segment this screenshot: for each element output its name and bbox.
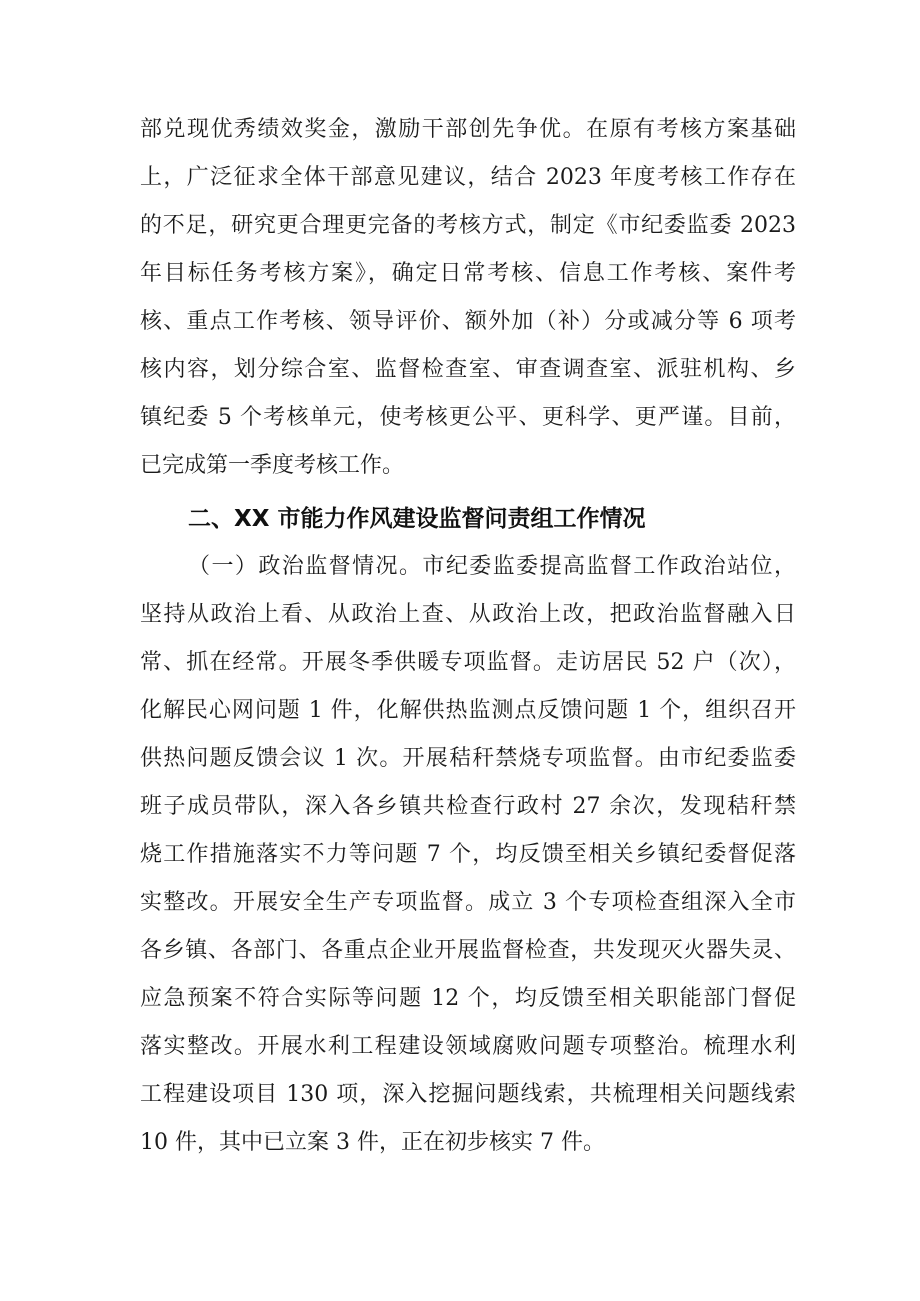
paragraph-assessment-work <box>140 106 796 490</box>
paragraph-line: 各乡镇、各部门、各重点企业开展监督检查，共发现灭火器失灵、 <box>140 938 796 963</box>
paragraph-line: 实整改。开展安全生产专项监督。成立 3 个专项检查组深入全市 <box>140 890 796 915</box>
paragraph-line: 核、重点工作考核、领导评价、额外加（补）分或减分等 6 项考 <box>140 309 796 334</box>
paragraph-line: （一）政治监督情况。市纪委监委提高监督工作政治站位， <box>188 554 796 579</box>
paragraph-line: 落实整改。开展水利工程建设领域腐败问题专项整治。梳理水利 <box>140 1034 796 1059</box>
paragraph-line: 常、抓在经常。开展冬季供暖专项监督。走访居民 52 户（次）， <box>140 650 796 675</box>
paragraph-line: 已完成第一季度考核工作。 <box>140 453 405 478</box>
paragraph-line: 应急预案不符合实际等问题 12 个，均反馈至相关职能部门督促 <box>140 986 796 1011</box>
paragraph-line: 的不足，研究更合理更完备的考核方式，制定《市纪委监委 2023 <box>140 213 796 238</box>
paragraph-line: 年目标任务考核方案》，确定日常考核、信息工作考核、案件考 <box>140 261 796 286</box>
paragraph-line: 坚持从政治上看、从政治上查、从政治上改，把政治监督融入日 <box>140 602 796 627</box>
paragraph-line: 烧工作措施落实不力等问题 7 个，均反馈至相关乡镇纪委督促落 <box>140 842 796 867</box>
paragraph-line: 供热问题反馈会议 1 次。开展秸秆禁烧专项监督。由市纪委监委 <box>140 746 796 771</box>
paragraph-line: 核内容，划分综合室、监督检查室、审查调查室、派驻机构、乡 <box>140 357 796 382</box>
paragraph-line: 镇纪委 5 个考核单元，使考核更公平、更科学、更严谨。目前， <box>140 405 796 430</box>
paragraph-line: 10 件，其中已立案 3 件，正在初步核实 7 件。 <box>140 1130 605 1155</box>
paragraph-line: 班子成员带队，深入各乡镇共检查行政村 27 余次，发现秸秆禁 <box>140 794 796 819</box>
paragraph-line: 上，广泛征求全体干部意见建议，结合 2023 年度考核工作存在 <box>140 165 796 190</box>
paragraph-line: 化解民心网问题 1 件，化解供热监测点反馈问题 1 个，组织召开 <box>140 698 796 723</box>
paragraph-line: 部兑现优秀绩效奖金，激励干部创先争优。在原有考核方案基础 <box>140 117 796 142</box>
section-heading: 二、XX 市能力作风建设监督问责组工作情况 <box>188 506 646 532</box>
paragraph-line: 工程建设项目 130 项，深入挖掘问题线索，共梳理相关问题线索 <box>140 1082 796 1107</box>
paragraph-political-supervision <box>140 543 796 1167</box>
